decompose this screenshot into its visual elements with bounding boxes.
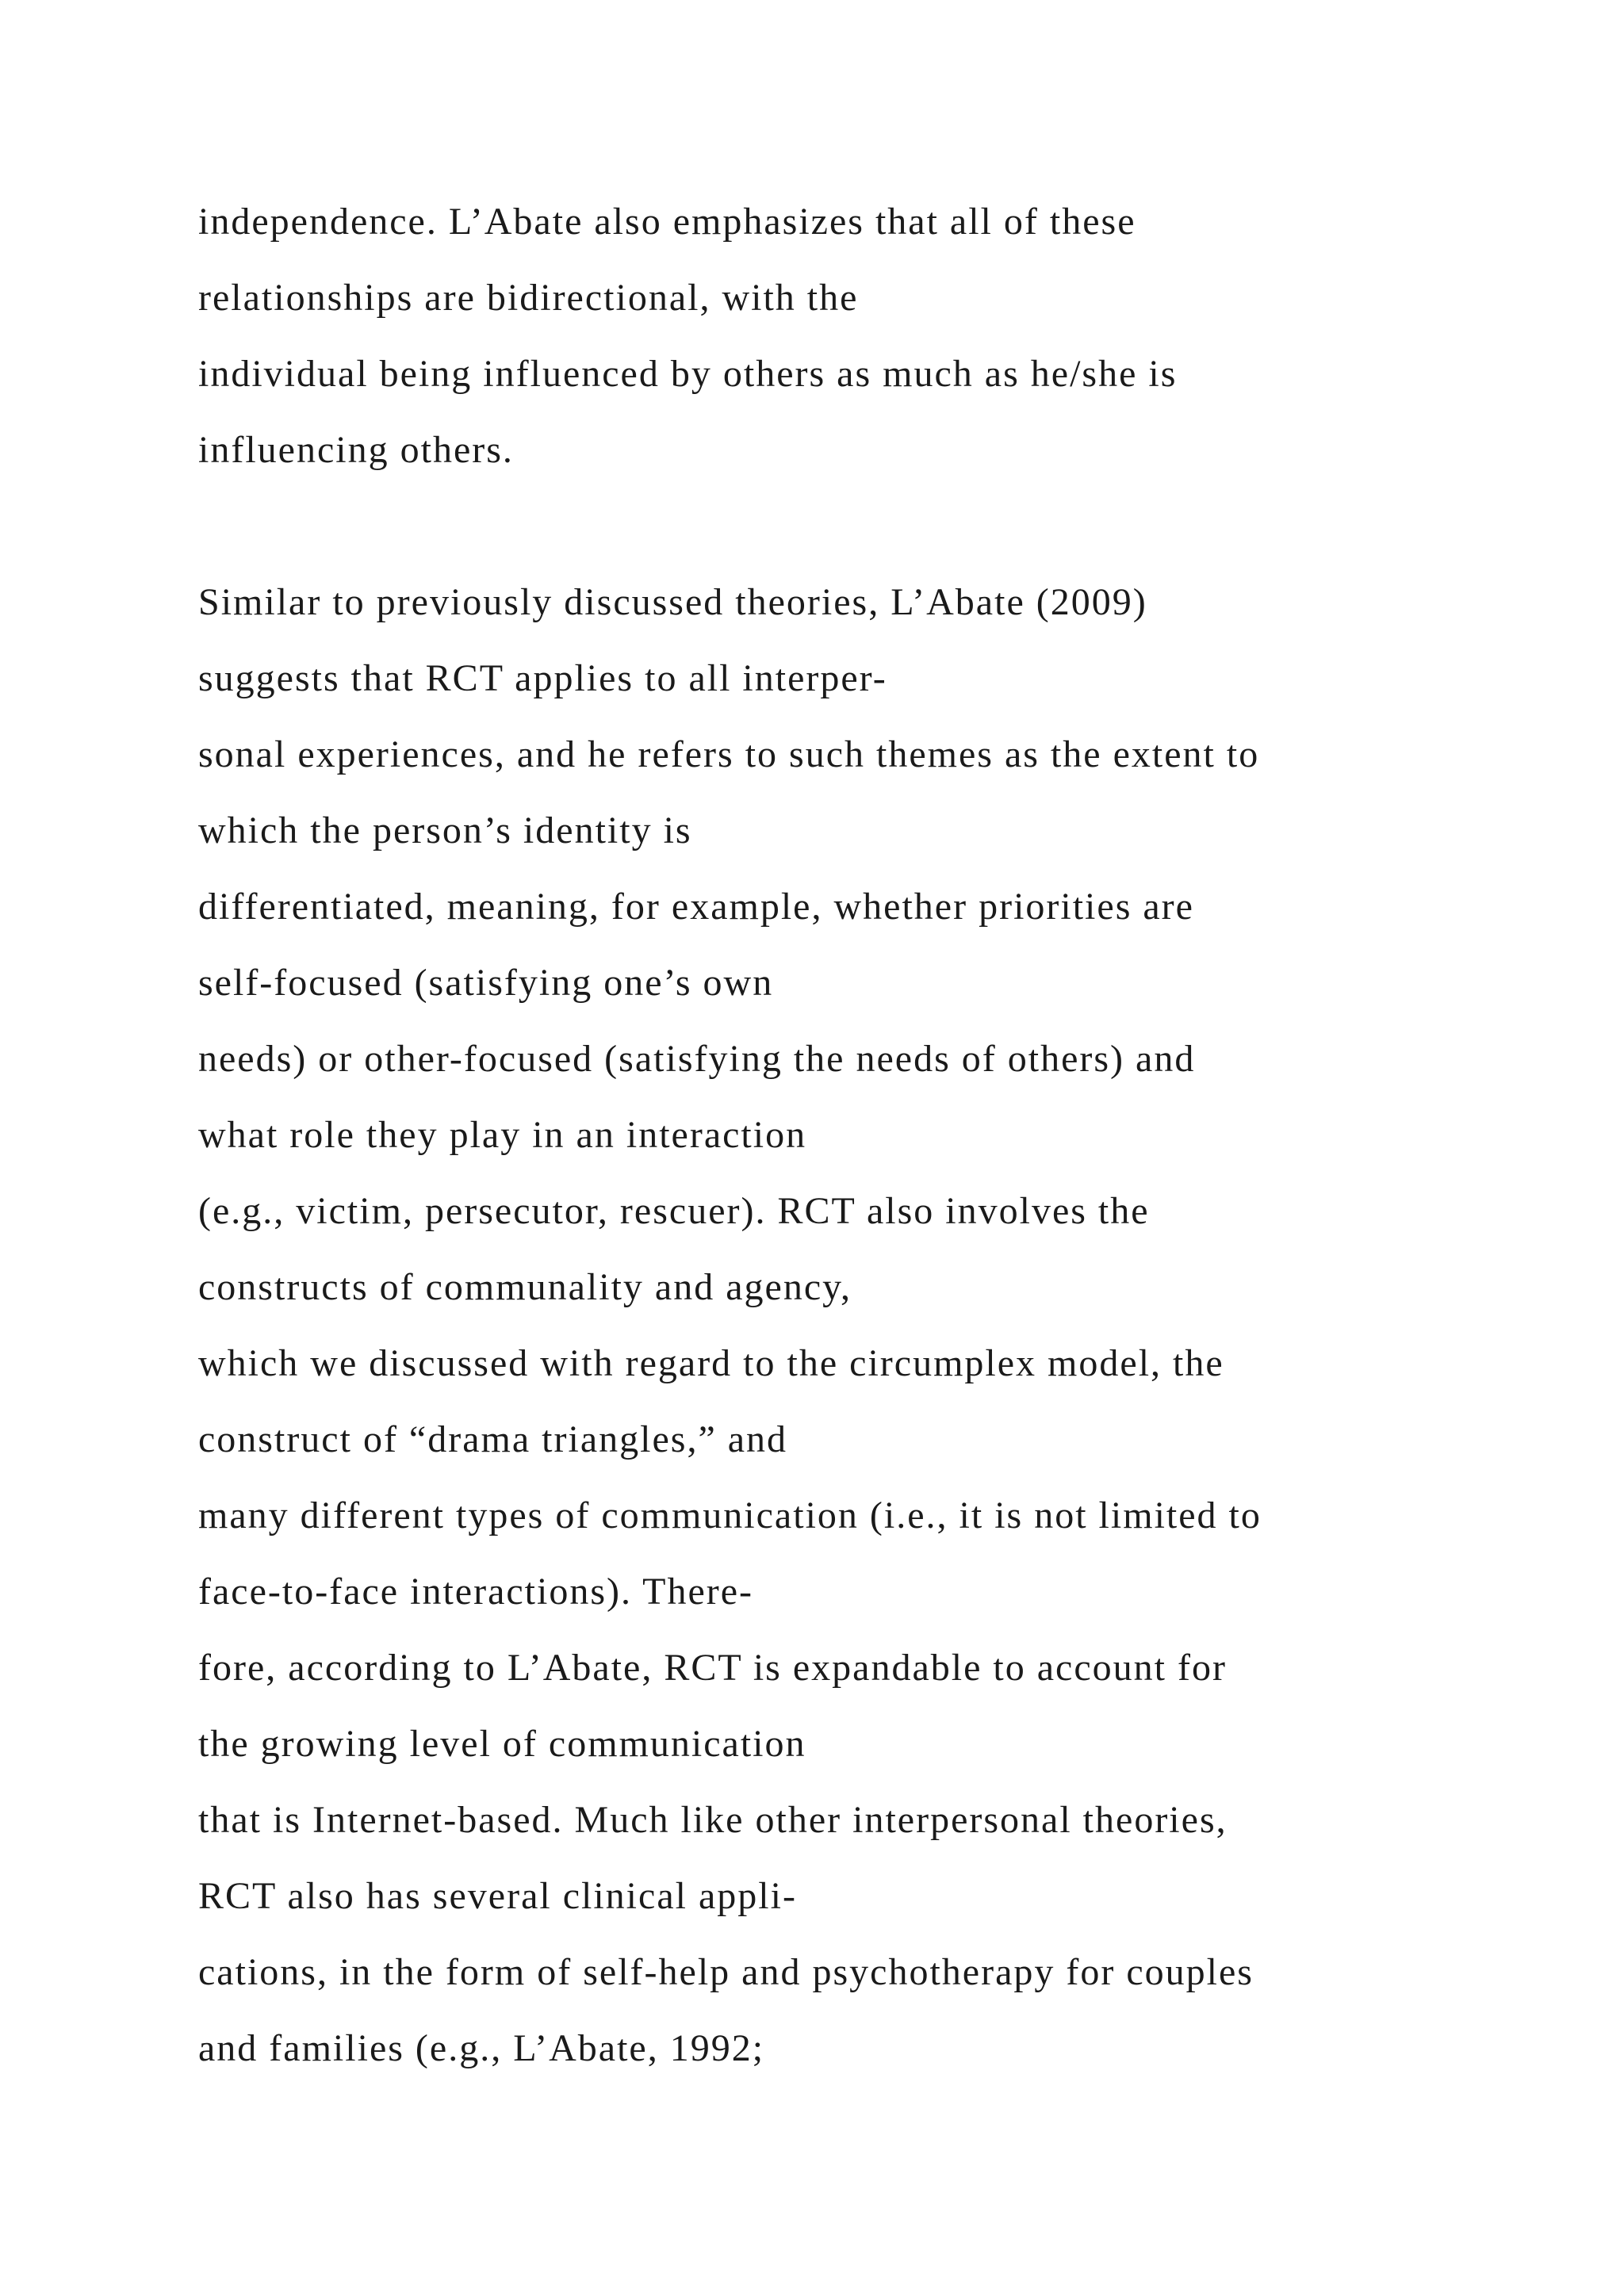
- text-line: and families (e.g., L’Abate, 1992;: [198, 2027, 765, 2069]
- text-line: the growing level of communication: [198, 1723, 806, 1765]
- text-line: needs) or other-focused (satisfying the needs of others) and: [198, 1038, 1196, 1080]
- text-line: sonal experiences, and he refers to such themes as the extent to: [198, 733, 1260, 775]
- text-line: influencing others.: [198, 429, 514, 471]
- paragraph-2: [198, 577, 1594, 2099]
- paragraph-break: [198, 501, 1594, 577]
- text-line: which we discussed with regard to the circumplex model, the: [198, 1342, 1224, 1384]
- text-line: many different types of communication (i.e., it is not limited to: [198, 1494, 1262, 1536]
- text-line: (e.g., victim, persecutor, rescuer). RCT also involves the: [198, 1190, 1150, 1232]
- text-line: cations, in the form of self-help and psychotherapy for couples: [198, 1951, 1254, 1993]
- text-line: face-to-face interactions). There-: [198, 1571, 754, 1613]
- text-line: self-focused (satisfying one’s own: [198, 962, 774, 1004]
- text-line: which the person’s identity is: [198, 809, 692, 851]
- text-line: suggests that RCT applies to all interper-: [198, 657, 887, 699]
- text-line: that is Internet-based. Much like other interpersonal theories,: [198, 1799, 1228, 1841]
- text-line: relationships are bidirectional, with the: [198, 277, 859, 319]
- text-line: individual being influenced by others as much as he/she is: [198, 353, 1178, 395]
- text-line: differentiated, meaning, for example, whether priorities are: [198, 886, 1194, 928]
- text-line: fore, according to L’Abate, RCT is expandable to account for: [198, 1647, 1227, 1689]
- body-text: [198, 197, 1594, 2099]
- text-line: independence. L’Abate also emphasizes that all of these: [198, 201, 1136, 243]
- text-line: constructs of communality and agency,: [198, 1266, 852, 1308]
- text-line: what role they play in an interaction: [198, 1114, 807, 1156]
- text-line: Similar to previously discussed theories, L’Abate (2009): [198, 581, 1147, 623]
- text-line: construct of “drama triangles,” and: [198, 1418, 788, 1460]
- paragraph-1: [198, 197, 1594, 501]
- text-line: RCT also has several clinical appli-: [198, 1875, 797, 1917]
